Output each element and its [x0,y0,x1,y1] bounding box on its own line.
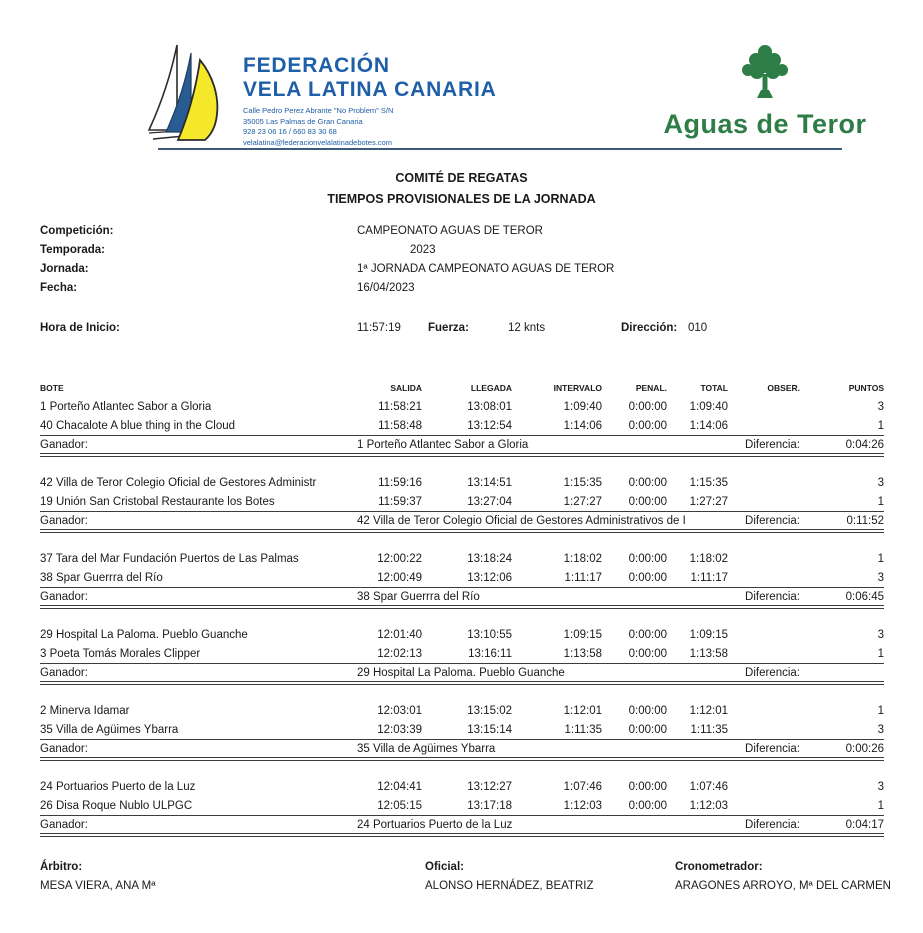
header-total: TOTAL [700,382,728,393]
diferencia-value: 0:04:17 [845,818,884,831]
winner-name: 35 Villa de Agüimes Ybarra [357,742,496,755]
ganador-label: Ganador: [40,590,88,603]
header-salida: SALIDA [390,382,422,393]
cell-llegada: 13:14:51 [467,476,512,489]
cell-puntos: 1 [877,647,884,660]
winner-name: 1 Porteño Atlantec Sabor a Gloria [357,438,529,451]
cell-salida: 12:04:41 [377,780,422,793]
cell-bote: 19 Unión San Cristobal Restaurante los Botes [40,495,275,508]
cell-llegada: 13:12:06 [467,571,512,584]
info-row-competicion [40,221,884,240]
cell-puntos: 1 [877,419,884,432]
info-row-jornada [40,259,884,278]
cell-total: 1:09:40 [689,400,728,413]
cell-bote: 26 Disa Roque Nublo ULPGC [40,799,193,812]
race-group [40,701,884,761]
cell-puntos: 3 [877,628,884,641]
cell-puntos: 1 [877,704,884,717]
diferencia-label: Diferencia: [745,742,800,755]
ganador-underline [40,760,884,761]
cell-penal: 0:00:00 [628,400,667,413]
diferencia-value: 0:06:45 [845,590,884,603]
cell-bote: 3 Poeta Tomás Morales Clipper [40,647,201,660]
official-role: Cronometrador: [675,861,763,873]
cell-puntos: 1 [877,552,884,565]
diferencia-value: 0:11:52 [846,514,884,527]
ganador-label: Ganador: [40,742,88,755]
cell-total: 1:11:17 [690,571,728,584]
title-line1: COMITÉ DE REGATAS [395,171,528,185]
cell-llegada: 13:08:01 [467,400,512,413]
federation-address-line: 35005 Las Palmas de Gran Canaria [243,116,363,126]
info-label: Fecha: [40,281,78,294]
results-table-header [40,378,884,397]
direccion-value: 010 [688,321,708,334]
cell-bote: 40 Chacalote A blue thing in the Cloud [40,419,236,432]
cell-salida: 11:58:48 [378,419,422,432]
info-value: 1ª JORNADA CAMPEONATO AGUAS DE TEROR [357,262,615,275]
cell-total: 1:07:46 [689,780,728,793]
cell-total: 1:09:15 [689,628,728,641]
federation-address [243,106,497,148]
table-row [40,473,884,492]
ganador-row [40,815,884,834]
cell-intervalo: 1:15:35 [563,476,602,489]
cell-intervalo: 1:11:17 [564,571,602,584]
federation-text [243,42,497,148]
ganador-row [40,587,884,606]
hora-inicio-value: 11:57:19 [357,321,401,334]
race-group [40,549,884,609]
cell-salida: 11:59:37 [378,495,422,508]
cell-bote: 37 Tara del Mar Fundación Puertos de Las Palmas [40,552,299,565]
cell-penal: 0:00:00 [628,476,667,489]
table-row [40,777,884,796]
table-row [40,644,884,663]
direccion-label: Dirección: [621,321,678,334]
ganador-row [40,739,884,758]
cell-salida: 12:00:49 [377,571,422,584]
cell-llegada: 13:12:54 [467,419,512,432]
info-value: CAMPEONATO AGUAS DE TEROR [357,224,543,237]
cell-total: 1:14:06 [689,419,728,432]
winner-name: 42 Villa de Teror Colegio Oficial de Gestores Administrativos de I [357,514,686,527]
cell-puntos: 3 [877,400,884,413]
cell-total: 1:15:35 [689,476,728,489]
cell-intervalo: 1:12:03 [563,799,602,812]
table-row [40,397,884,416]
hora-inicio-label: Hora de Inicio: [40,321,120,334]
cell-llegada: 13:27:04 [467,495,512,508]
cell-llegada: 13:15:02 [467,704,512,717]
cell-llegada: 13:12:27 [467,780,512,793]
winner-name: 24 Portuarios Puerto de la Luz [357,818,513,831]
results-table-groups [40,397,884,837]
cell-bote: 29 Hospital La Paloma. Pueblo Guanche [40,628,248,641]
ganador-label: Ganador: [40,666,88,679]
race-group [40,397,884,457]
federation-address-line: Calle Pedro Perez Abrante "No Problem" S/N [243,106,394,116]
table-row [40,701,884,720]
cell-salida: 12:03:01 [377,704,422,717]
cell-salida: 12:03:39 [377,723,422,736]
header-bote: BOTE [40,382,64,393]
cell-penal: 0:00:00 [628,723,667,736]
info-value: 16/04/2023 [357,281,415,294]
cell-penal: 0:00:00 [628,571,667,584]
cell-salida: 11:59:16 [378,476,422,489]
ganador-row [40,663,884,682]
cell-puntos: 3 [877,476,884,489]
sponsor-name: Aguas de Teror [663,109,867,139]
cell-total: 1:18:02 [689,552,728,565]
ganador-label: Ganador: [40,818,88,831]
cell-salida: 12:01:40 [377,628,422,641]
official-oficial [425,858,675,896]
tree-icon [733,40,797,104]
ganador-underline [40,608,884,609]
info-label: Competición: [40,224,114,237]
sponsor-logo-block [650,40,880,140]
table-row [40,720,884,739]
info-row-temporada [40,240,884,259]
cell-puntos: 1 [877,799,884,812]
cell-puntos: 1 [877,495,884,508]
cell-total: 1:13:58 [689,647,728,660]
cell-bote: 24 Portuarios Puerto de la Luz [40,780,196,793]
table-row [40,568,884,587]
ganador-row [40,511,884,530]
table-row [40,625,884,644]
diferencia-value: 0:00:26 [845,742,884,755]
diferencia-label: Diferencia: [745,818,800,831]
results-table [40,378,884,837]
cell-intervalo: 1:27:27 [563,495,602,508]
official-role: Oficial: [425,861,464,873]
cell-llegada: 13:15:14 [467,723,512,736]
cell-total: 1:27:27 [689,495,728,508]
cell-puntos: 3 [877,780,884,793]
official-arbitro [40,858,425,896]
officials-footer [40,858,895,896]
cell-puntos: 3 [877,723,884,736]
info-value: 2023 [410,243,436,256]
cell-penal: 0:00:00 [628,552,667,565]
cell-penal: 0:00:00 [628,419,667,432]
cell-llegada: 13:18:24 [467,552,512,565]
cell-penal: 0:00:00 [628,704,667,717]
document-title [0,171,923,206]
ganador-underline [40,532,884,533]
cell-intervalo: 1:12:01 [563,704,602,717]
info-row-fecha [40,278,884,297]
diferencia-label: Diferencia: [745,514,800,527]
cell-intervalo: 1:11:35 [564,723,602,736]
cell-llegada: 13:10:55 [467,628,512,641]
official-name: ARAGONES ARROYO, Mª DEL CARMEN [675,879,891,892]
cell-bote: 42 Villa de Teror Colegio Oficial de Gestores Administr [40,476,317,489]
cell-intervalo: 1:09:15 [563,628,602,641]
federation-name-line2: VELA LATINA CANARIA [243,77,497,101]
winner-name: 38 Spar Guerrra del Río [357,590,480,603]
official-name: MESA VIERA, ANA Mª [40,879,156,892]
cell-intervalo: 1:18:02 [563,552,602,565]
federation-name-line1: FEDERACIÓN [243,54,390,77]
cell-puntos: 3 [877,571,884,584]
ganador-underline [40,836,884,837]
info-label: Temporada: [40,243,105,256]
cell-total: 1:12:03 [689,799,728,812]
header-puntos: PUNTOS [848,382,884,393]
fuerza-value: 12 knts [508,321,546,334]
official-cronometrador [675,858,895,896]
diferencia-label: Diferencia: [745,438,800,451]
cell-salida: 12:05:15 [377,799,422,812]
cell-salida: 12:02:13 [377,647,422,660]
sails-icon [143,42,231,146]
info-label: Jornada: [40,262,89,275]
cell-penal: 0:00:00 [628,647,667,660]
header-llegada: LLEGADA [470,382,512,393]
ganador-label: Ganador: [40,514,88,527]
diferencia-label: Diferencia: [745,590,800,603]
ganador-label: Ganador: [40,438,88,451]
fuerza-label: Fuerza: [428,321,469,334]
cell-intervalo: 1:09:40 [563,400,602,413]
table-row [40,416,884,435]
federation-logo-block [143,42,497,148]
table-row [40,549,884,568]
official-role: Árbitro: [40,861,83,873]
cell-bote: 35 Villa de Agüimes Ybarra [40,723,179,736]
ganador-underline [40,684,884,685]
cell-penal: 0:00:00 [628,628,667,641]
competition-info [40,221,884,297]
cell-total: 1:11:35 [690,723,728,736]
cell-penal: 0:00:00 [628,780,667,793]
cell-salida: 11:58:21 [378,400,422,413]
table-row [40,492,884,511]
ganador-row [40,435,884,454]
cell-bote: 1 Porteño Atlantec Sabor a Gloria [40,400,212,413]
cell-bote: 38 Spar Guerrra del Río [40,571,163,584]
header-obser: OBSER. [767,382,800,393]
race-group [40,473,884,533]
ganador-underline [40,456,884,457]
cell-intervalo: 1:07:46 [563,780,602,793]
header-penal: PENAL. [635,382,667,393]
table-row [40,796,884,815]
diferencia-value: 0:04:26 [845,438,884,451]
diferencia-label: Diferencia: [745,666,800,679]
cell-total: 1:12:01 [689,704,728,717]
cell-llegada: 13:17:18 [467,799,512,812]
start-conditions-row [40,318,884,337]
header-intervalo: INTERVALO [553,382,602,393]
cell-salida: 12:00:22 [377,552,422,565]
cell-penal: 0:00:00 [628,799,667,812]
federation-address-line: 928 23 06 16 / 660 83 30 68 [243,127,337,137]
cell-bote: 2 Minerva Idamar [40,704,130,717]
cell-intervalo: 1:14:06 [563,419,602,432]
race-group [40,777,884,837]
cell-penal: 0:00:00 [628,495,667,508]
title-line2: TIEMPOS PROVISIONALES DE LA JORNADA [327,192,596,206]
cell-intervalo: 1:13:58 [563,647,602,660]
official-name: ALONSO HERNÁDEZ, BEATRIZ [425,879,594,892]
race-group [40,625,884,685]
cell-llegada: 13:16:11 [468,647,512,660]
winner-name: 29 Hospital La Paloma. Pueblo Guanche [357,666,565,679]
federation-email: velalatina@federacionvelalatinadebotes.com [243,137,392,147]
header-divider-line [158,148,842,150]
